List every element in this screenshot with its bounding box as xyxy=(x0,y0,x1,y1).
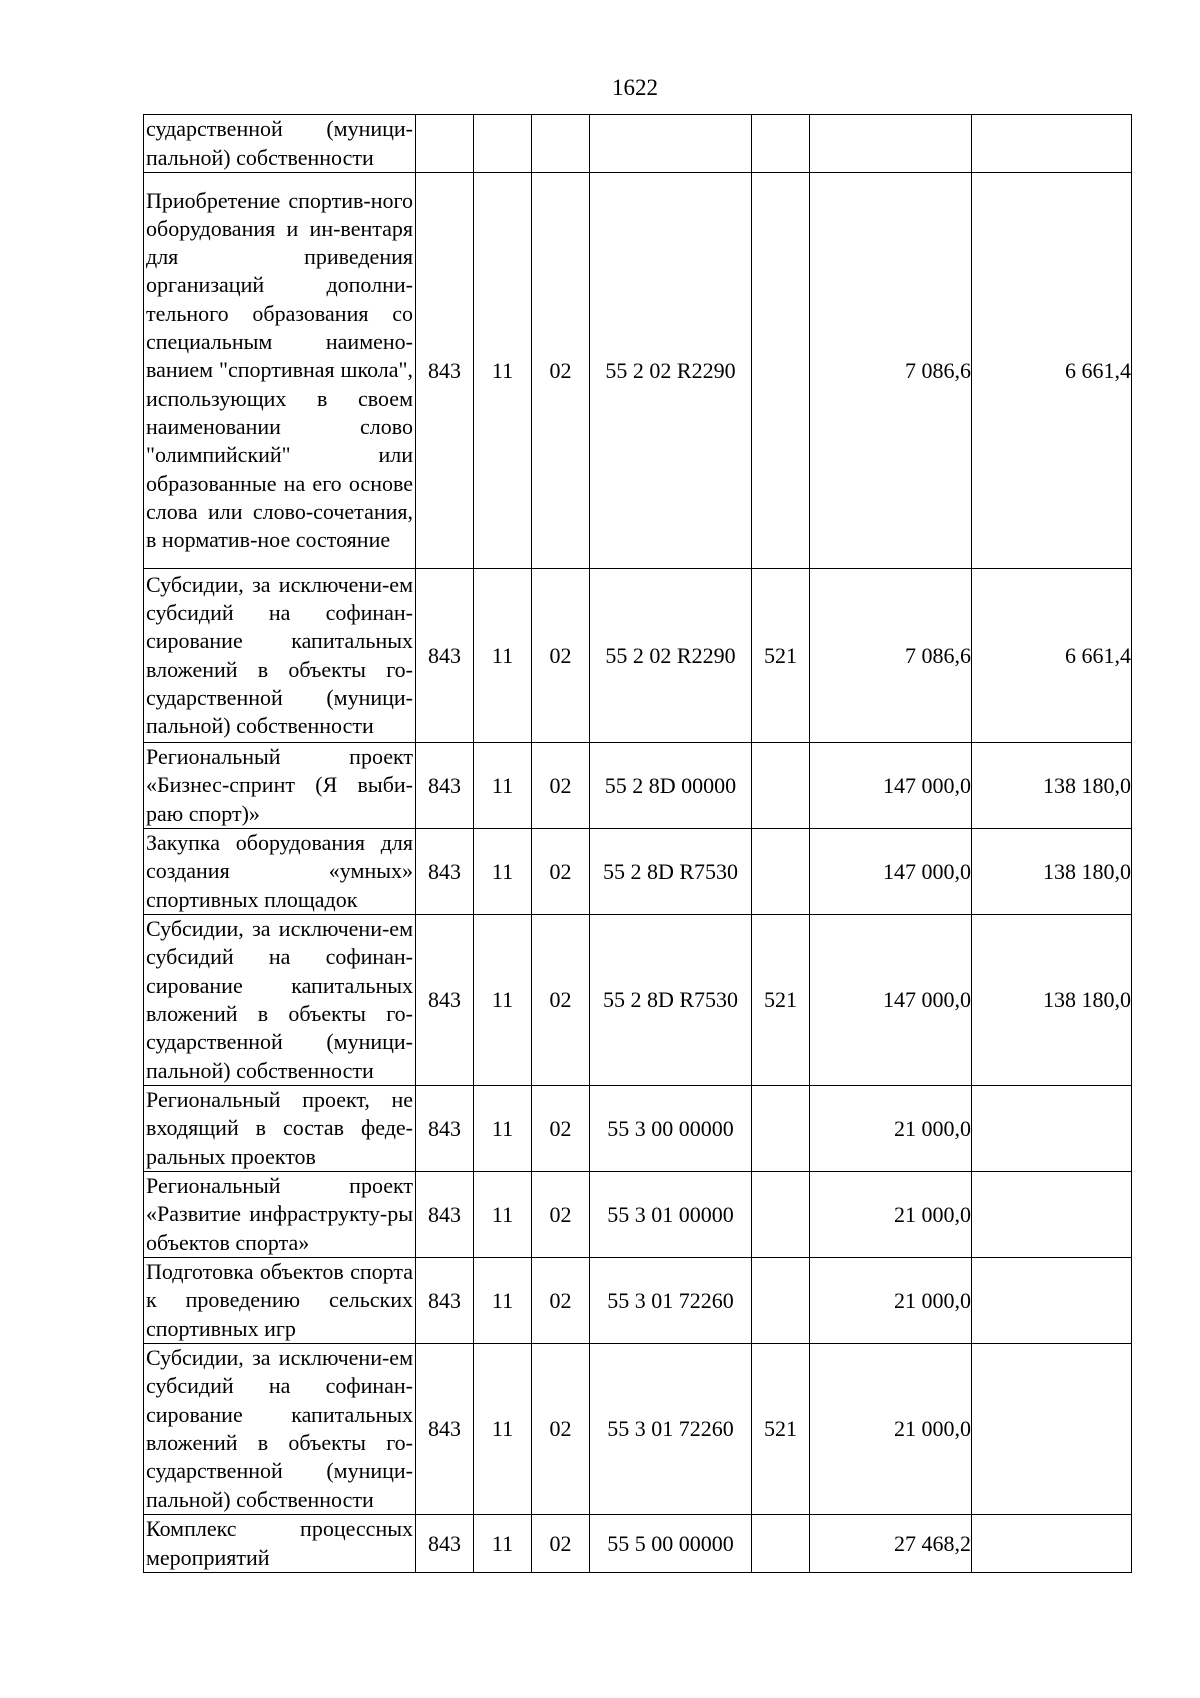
sum-year-2-cell xyxy=(972,1344,1132,1515)
sum-year-2-cell: 6 661,4 xyxy=(972,173,1132,569)
row-name: Субсидии, за исключени-ем субсидий на софинан-сирование капитальных вложений в объекты го-сударственной (муници-пальной) собственности xyxy=(144,569,416,743)
sum-year-1-cell xyxy=(810,115,972,173)
target-article-cell: 55 5 00 00000 xyxy=(590,1515,752,1573)
row-name: сударственной (муници-пальной) собственности xyxy=(144,115,416,173)
target-article-cell: 55 2 8D 00000 xyxy=(590,743,752,829)
expense-type-cell xyxy=(752,1086,810,1172)
table-row xyxy=(144,1172,1132,1258)
grbs-cell xyxy=(416,115,474,173)
sum-year-2-cell xyxy=(972,1515,1132,1573)
section-cell: 11 xyxy=(474,173,532,569)
row-name: Региональный проект «Развитие инфраструкту-ры объектов спорта» xyxy=(144,1172,416,1258)
subsection-cell: 02 xyxy=(532,173,590,569)
target-article-cell: 55 2 8D R7530 xyxy=(590,915,752,1086)
section-cell: 11 xyxy=(474,1172,532,1258)
table-row xyxy=(144,173,1132,569)
sum-year-1-cell: 7 086,6 xyxy=(810,173,972,569)
sum-year-1-cell: 147 000,0 xyxy=(810,829,972,915)
target-article-cell: 55 3 00 00000 xyxy=(590,1086,752,1172)
target-article-cell: 55 2 8D R7530 xyxy=(590,829,752,915)
sum-year-1-cell: 147 000,0 xyxy=(810,915,972,1086)
expense-type-cell xyxy=(752,1515,810,1573)
table-row xyxy=(144,915,1132,1086)
row-name: Комплекс процессных мероприятий xyxy=(144,1515,416,1573)
sum-year-1-cell: 7 086,6 xyxy=(810,569,972,743)
expense-type-cell xyxy=(752,173,810,569)
sum-year-1-cell: 21 000,0 xyxy=(810,1258,972,1344)
expense-type-cell: 521 xyxy=(752,1344,810,1515)
grbs-cell: 843 xyxy=(416,1172,474,1258)
sum-year-1-cell: 27 468,2 xyxy=(810,1515,972,1573)
grbs-cell: 843 xyxy=(416,915,474,1086)
subsection-cell xyxy=(532,115,590,173)
subsection-cell: 02 xyxy=(532,1258,590,1344)
budget-table xyxy=(143,114,1132,1573)
table-row xyxy=(144,115,1132,173)
section-cell: 11 xyxy=(474,569,532,743)
grbs-cell: 843 xyxy=(416,829,474,915)
row-name: Закупка оборудования для создания «умных» спортивных площадок xyxy=(144,829,416,915)
sum-year-1-cell: 21 000,0 xyxy=(810,1086,972,1172)
table-row xyxy=(144,1258,1132,1344)
expense-type-cell xyxy=(752,1258,810,1344)
expense-type-cell xyxy=(752,743,810,829)
expense-type-cell xyxy=(752,829,810,915)
table-row xyxy=(144,569,1132,743)
expense-type-cell: 521 xyxy=(752,915,810,1086)
table-row xyxy=(144,1086,1132,1172)
subsection-cell: 02 xyxy=(532,829,590,915)
grbs-cell: 843 xyxy=(416,1515,474,1573)
section-cell: 11 xyxy=(474,743,532,829)
sum-year-2-cell: 138 180,0 xyxy=(972,743,1132,829)
row-name: Подготовка объектов спорта к проведению сельских спортивных игр xyxy=(144,1258,416,1344)
section-cell: 11 xyxy=(474,915,532,1086)
sum-year-2-cell xyxy=(972,1258,1132,1344)
subsection-cell: 02 xyxy=(532,1515,590,1573)
row-name: Субсидии, за исключени-ем субсидий на софинан-сирование капитальных вложений в объекты го-сударственной (муници-пальной) собственности xyxy=(144,1344,416,1515)
row-name: Региональный проект «Бизнес-спринт (Я выби-раю спорт)» xyxy=(144,743,416,829)
grbs-cell: 843 xyxy=(416,569,474,743)
sum-year-2-cell xyxy=(972,115,1132,173)
grbs-cell: 843 xyxy=(416,743,474,829)
table-row xyxy=(144,1344,1132,1515)
section-cell xyxy=(474,115,532,173)
subsection-cell: 02 xyxy=(532,1172,590,1258)
row-name: Приобретение спортив-ного оборудования и ин-вентаря для приведения организаций дополни-тельного образования со специальным наимено-ванием "спортивная школа", использующих в своем наименовании слово "олимпийский" или образованные на его основе слова или слово-сочетания, в норматив-ное состояние xyxy=(144,173,416,569)
target-article-cell: 55 3 01 00000 xyxy=(590,1172,752,1258)
target-article-cell: 55 3 01 72260 xyxy=(590,1258,752,1344)
section-cell: 11 xyxy=(474,1086,532,1172)
table-row xyxy=(144,829,1132,915)
section-cell: 11 xyxy=(474,829,532,915)
grbs-cell: 843 xyxy=(416,173,474,569)
sum-year-1-cell: 21 000,0 xyxy=(810,1172,972,1258)
expense-type-cell xyxy=(752,115,810,173)
subsection-cell: 02 xyxy=(532,743,590,829)
target-article-cell: 55 3 01 72260 xyxy=(590,1344,752,1515)
target-article-cell xyxy=(590,115,752,173)
grbs-cell: 843 xyxy=(416,1086,474,1172)
section-cell: 11 xyxy=(474,1344,532,1515)
sum-year-1-cell: 147 000,0 xyxy=(810,743,972,829)
sum-year-1-cell: 21 000,0 xyxy=(810,1344,972,1515)
sum-year-2-cell xyxy=(972,1086,1132,1172)
target-article-cell: 55 2 02 R2290 xyxy=(590,569,752,743)
expense-type-cell xyxy=(752,1172,810,1258)
sum-year-2-cell: 6 661,4 xyxy=(972,569,1132,743)
sum-year-2-cell xyxy=(972,1172,1132,1258)
subsection-cell: 02 xyxy=(532,915,590,1086)
section-cell: 11 xyxy=(474,1515,532,1573)
sum-year-2-cell: 138 180,0 xyxy=(972,915,1132,1086)
page-number: 1622 xyxy=(612,75,658,100)
grbs-cell: 843 xyxy=(416,1344,474,1515)
section-cell: 11 xyxy=(474,1258,532,1344)
row-name: Субсидии, за исключени-ем субсидий на софинан-сирование капитальных вложений в объекты го-сударственной (муници-пальной) собственности xyxy=(144,915,416,1086)
row-name: Региональный проект, не входящий в состав феде-ральных проектов xyxy=(144,1086,416,1172)
target-article-cell: 55 2 02 R2290 xyxy=(590,173,752,569)
subsection-cell: 02 xyxy=(532,1086,590,1172)
subsection-cell: 02 xyxy=(532,569,590,743)
grbs-cell: 843 xyxy=(416,1258,474,1344)
table-row xyxy=(144,1515,1132,1573)
subsection-cell: 02 xyxy=(532,1344,590,1515)
expense-type-cell: 521 xyxy=(752,569,810,743)
sum-year-2-cell: 138 180,0 xyxy=(972,829,1132,915)
table-row xyxy=(144,743,1132,829)
